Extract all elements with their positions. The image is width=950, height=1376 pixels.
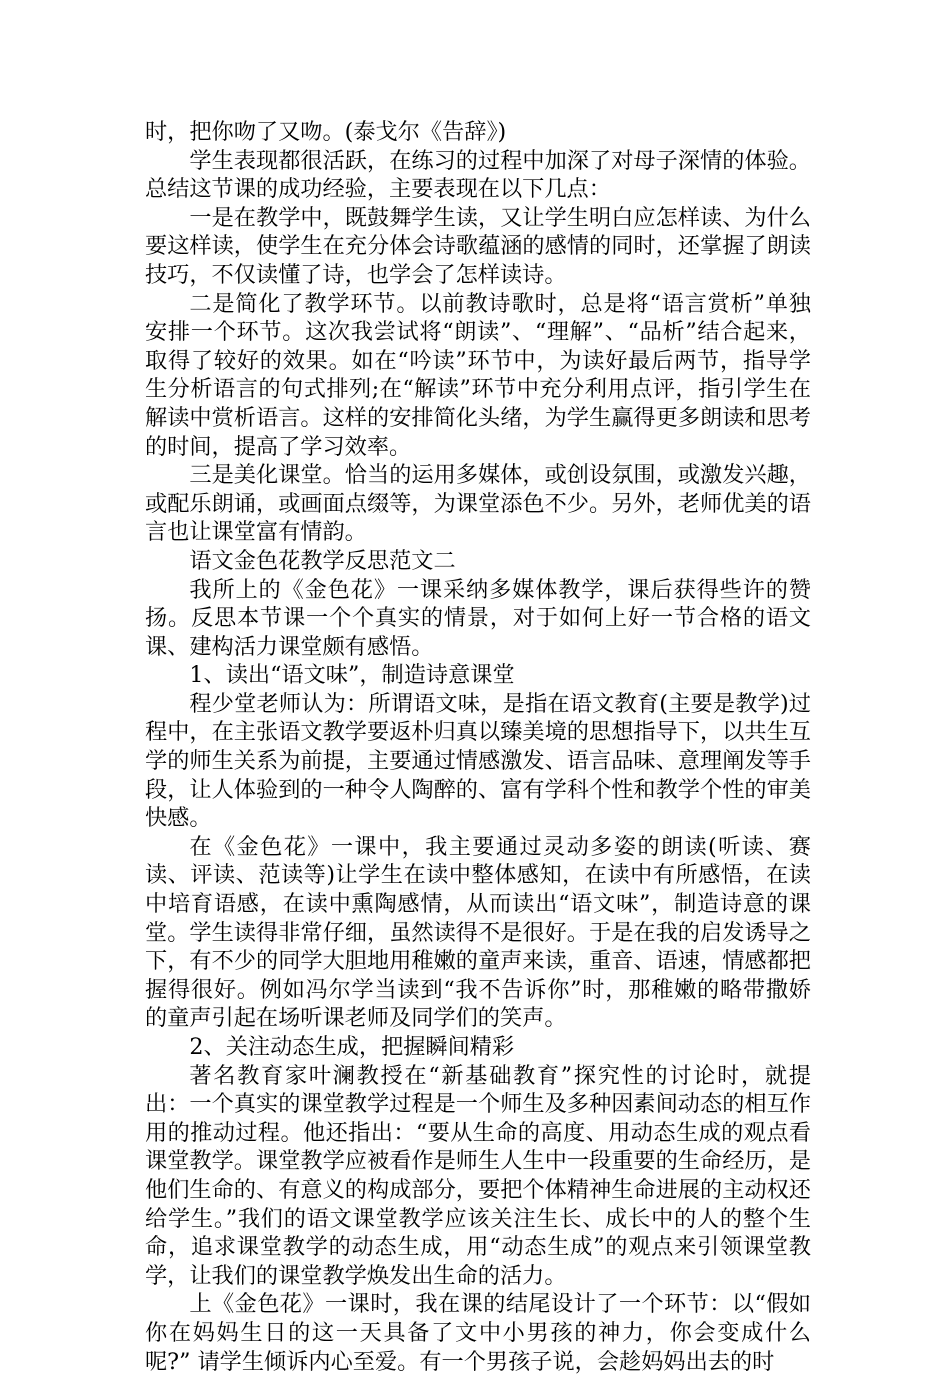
paragraph-point-two: 二是简化了教学环节。以前教诗歌时，总是将“语言赏析”单独安排一个环节。这次我尝试将“朗读”、“理解”、“品析”结合起来，取得了较好的效果。如在“吟读”环节中，为读好最后两节，指导学生分析语言的句式排列;在“解读”环节中充分利用点评，指引学生在解读中赏析语言。这样的安排简化头绪，为学生赢得更多朗读和思考的时间，提高了学习效率。	[145, 290, 811, 460]
paragraph-yuwenwei-definition: 程少堂老师认为：所谓语文味，是指在语文教育(主要是教学)过程中，在主张语文教学要返朴归真以臻美境的思想指导下，以共生互学的师生关系为前提，主要通过情感激发、语言品味、意理阐发等手段，让人体验到的一种令人陶醉的、富有学科个性和教学个性的审美快感。	[145, 690, 811, 832]
paragraph-reflection-intro: 我所上的《金色花》一课采纳多媒体教学，课后获得些许的赞扬。反思本节课一个个真实的情景，对于如何上好一节合格的语文课、建构活力课堂颇有感悟。	[145, 576, 811, 660]
paragraph-reading-practice: 在《金色花》一课中，我主要通过灵动多姿的朗读(听读、赛读、评读、范读等)让学生在读中整体感知，在读中有所感悟，在读中培育语感，在读中熏陶感情，从而读出“语文味”，制造诗意的课堂。学生读得非常仔细，虽然读得不是很好。于是在我的启发诱导之下，有不少的同学大胆地用稚嫩的童声来读，重音、语速，情感都把握得很好。例如冯尔学当读到“我不告诉你”时，那稚嫩的略带撒娇的童声引起在场听课老师及同学们的笑声。	[145, 833, 811, 1032]
paragraph-continuation: 时，把你吻了又吻。(泰戈尔《告辞》)	[145, 119, 507, 145]
subheading-two: 2、关注动态生成，把握瞬间精彩	[189, 1034, 515, 1060]
paragraph-lesson-ending: 上《金色花》一课时，我在课的结尾设计了一个环节：以“假如你在妈妈生日的这一天具备了文中小男孩的神力，你会变成什么呢?” 请学生倾诉内心至爱。有一个男孩子说，会趁妈妈出去的时	[145, 1291, 811, 1375]
section-heading: 语文金色花教学反思范文二	[189, 547, 456, 574]
paragraph-summary-intro: 学生表现都很活跃，在练习的过程中加深了对母子深情的体验。总结这节课的成功经验，主要表现在以下几点：	[145, 147, 811, 203]
subheading-one: 1、读出“语文味”，制造诗意课堂	[189, 662, 515, 689]
document-page	[145, 118, 811, 1376]
paragraph-point-one: 一是在教学中，既鼓舞学生读，又让学生明白应怎样读、为什么要这样读，使学生在充分体会诗歌蕴涵的感情的同时，还掌握了朗读技巧，不仅读懂了诗，也学会了怎样读诗。	[145, 204, 811, 288]
paragraph-dynamic-generation: 著名教育家叶澜教授在“新基础教育”探究性的讨论时，就提出：一个真实的课堂教学过程是一个师生及多种因素间动态的相互作用的推动过程。他还指出：“要从生命的高度、用动态生成的观点看课堂教学。课堂教学应被看作是师生人生中一段重要的生命经历，是他们生命的、有意义的构成部分，要把个体精神生命进展的主动权还给学生。”我们的语文课堂教学应该关注生长、成长中的人的整个生命，追求课堂教学的动态生成，用“动态生成”的观点来引领课堂教学，让我们的课堂教学焕发出生命的活力。	[145, 1062, 811, 1289]
paragraph-point-three: 三是美化课堂。恰当的运用多媒体，或创设氛围，或激发兴趣，或配乐朗诵，或画面点缀等，为课堂添色不少。另外，老师优美的语言也让课堂富有情韵。	[145, 462, 811, 546]
